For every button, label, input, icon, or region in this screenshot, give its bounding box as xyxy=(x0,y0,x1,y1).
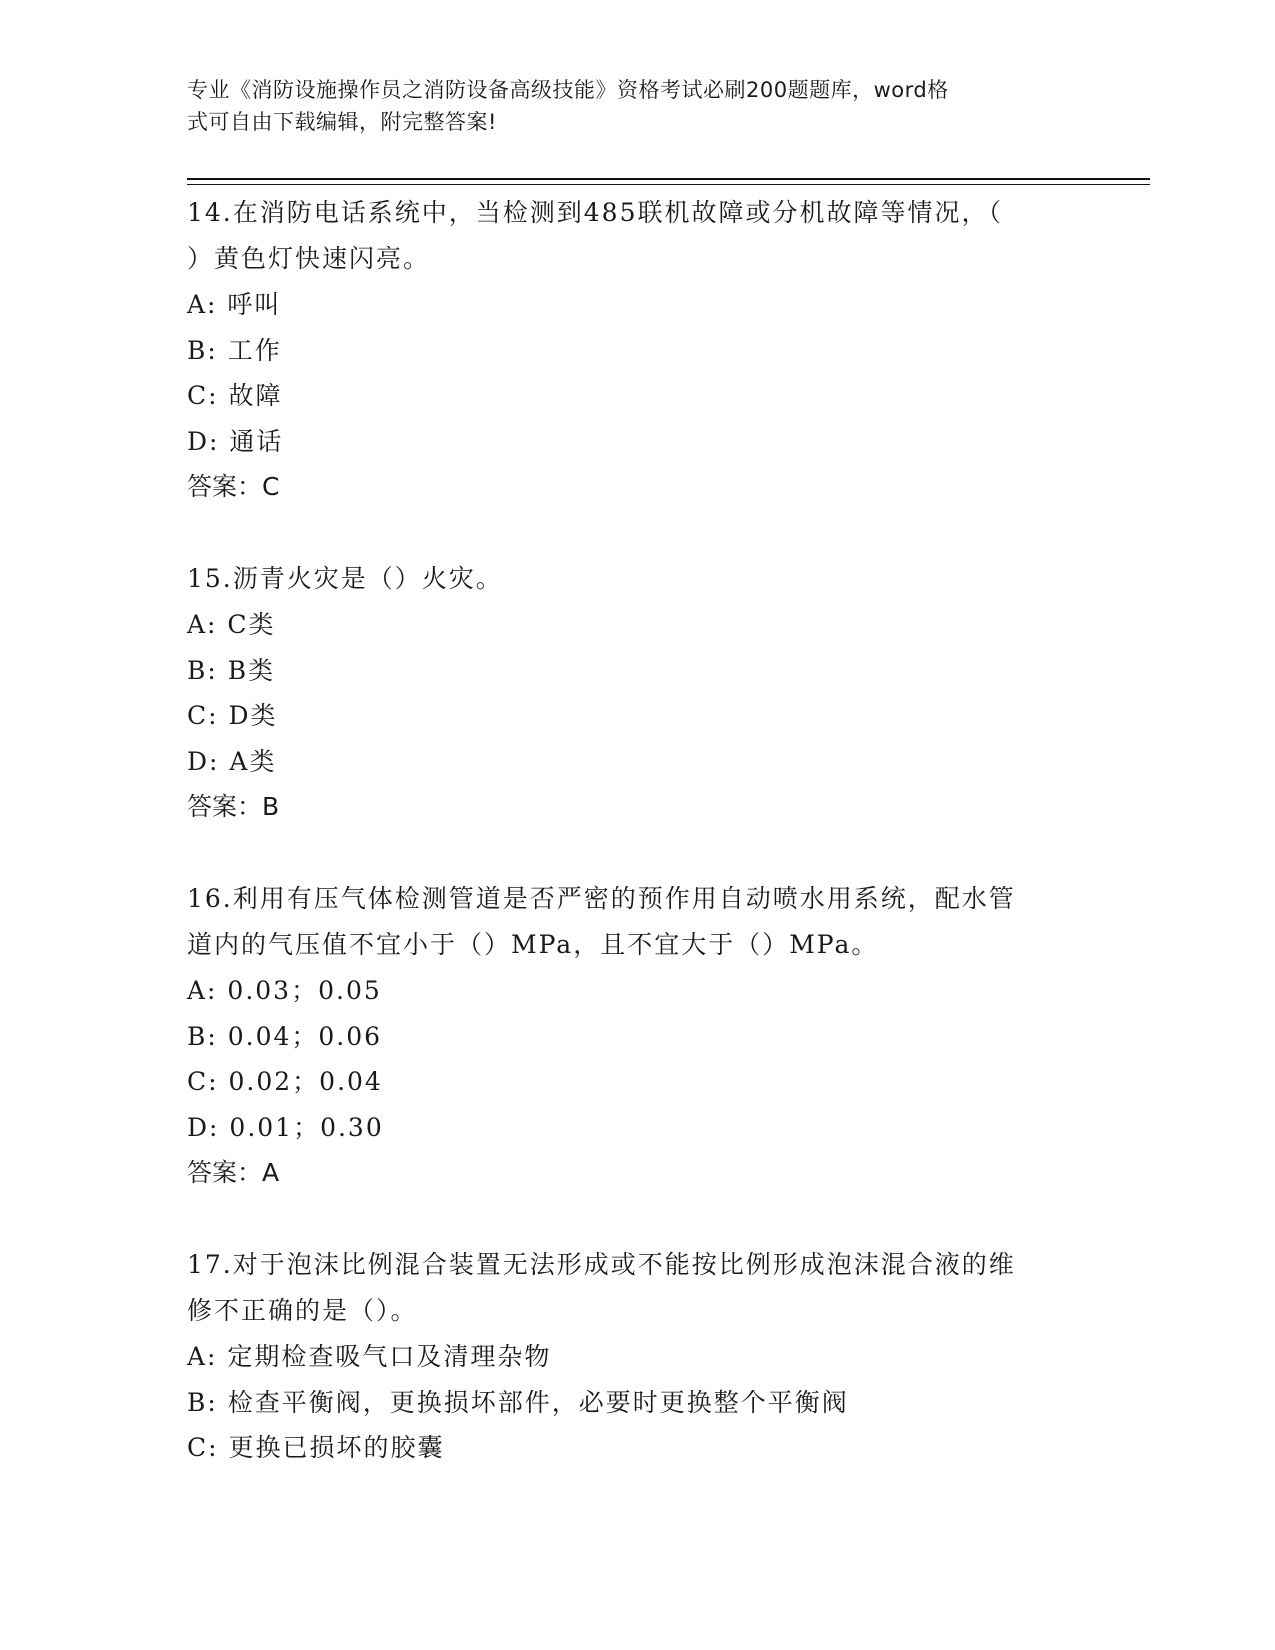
question-16 xyxy=(187,876,1077,1195)
option-c: C: 故障 xyxy=(187,381,283,410)
question-text-line: 14.在消防电话系统中，当检测到485联机故障或分机故障等情况，（ xyxy=(187,198,1003,227)
question-text-line: 道内的气压值不宜小于（）MPa，且不宜大于（）MPa。 xyxy=(187,930,879,959)
question-14 xyxy=(187,190,1077,509)
option-c: C: 更换已损坏的胶囊 xyxy=(187,1433,445,1462)
question-15 xyxy=(187,556,1077,829)
option-a: A: 呼叫 xyxy=(187,290,282,319)
option-d: D: 通话 xyxy=(187,426,284,456)
option-a: A: 定期检查吸气口及清理杂物 xyxy=(187,1342,552,1371)
question-text-line: 17.对于泡沫比例混合装置无法形成或不能按比例形成泡沫混合液的维 xyxy=(187,1250,1016,1279)
answer-line xyxy=(187,1150,1077,1195)
option-b: B: 检查平衡阀，更换损坏部件，必要时更换整个平衡阀 xyxy=(187,1387,849,1417)
option-b: B: 0.04；0.06 xyxy=(187,1021,383,1051)
answer-line xyxy=(187,784,1077,829)
header-line-1: 专业《消防设施操作员之消防设备高级技能》资格考试必刷200题题库，word格 xyxy=(187,78,949,102)
answer-value: C xyxy=(262,472,280,501)
answer-label: 答案： xyxy=(187,792,263,821)
option-d: D: 0.01；0.30 xyxy=(187,1112,384,1142)
answer-line xyxy=(187,464,1077,509)
question-text-line: 修不正确的是（）。 xyxy=(187,1296,418,1325)
header-divider-thin xyxy=(187,184,1150,185)
question-text-line: 15.沥青火灾是（）火灾。 xyxy=(187,564,503,593)
question-list xyxy=(187,190,1077,1471)
question-text-line: ）黄色灯快速闪亮。 xyxy=(187,244,431,273)
question-text-line: 16.利用有压气体检测管道是否严密的预作用自动喷水用系统，配水管 xyxy=(187,884,1016,913)
option-c: C: D类 xyxy=(187,701,278,730)
answer-label: 答案： xyxy=(187,472,263,501)
document-header xyxy=(187,74,1067,138)
answer-value: B xyxy=(262,792,280,821)
option-b: B: B类 xyxy=(187,655,276,685)
option-c: C: 0.02；0.04 xyxy=(187,1067,383,1096)
answer-value: A xyxy=(262,1158,280,1187)
option-a: A: C类 xyxy=(187,610,276,639)
header-divider-thick xyxy=(187,178,1150,180)
header-line-2: 式可自由下载编辑，附完整答案! xyxy=(187,110,497,134)
question-17 xyxy=(187,1242,1077,1471)
option-d: D: A类 xyxy=(187,746,277,776)
option-a: A: 0.03；0.05 xyxy=(187,976,382,1005)
option-b: B: 工作 xyxy=(187,335,282,365)
answer-label: 答案： xyxy=(187,1158,263,1187)
